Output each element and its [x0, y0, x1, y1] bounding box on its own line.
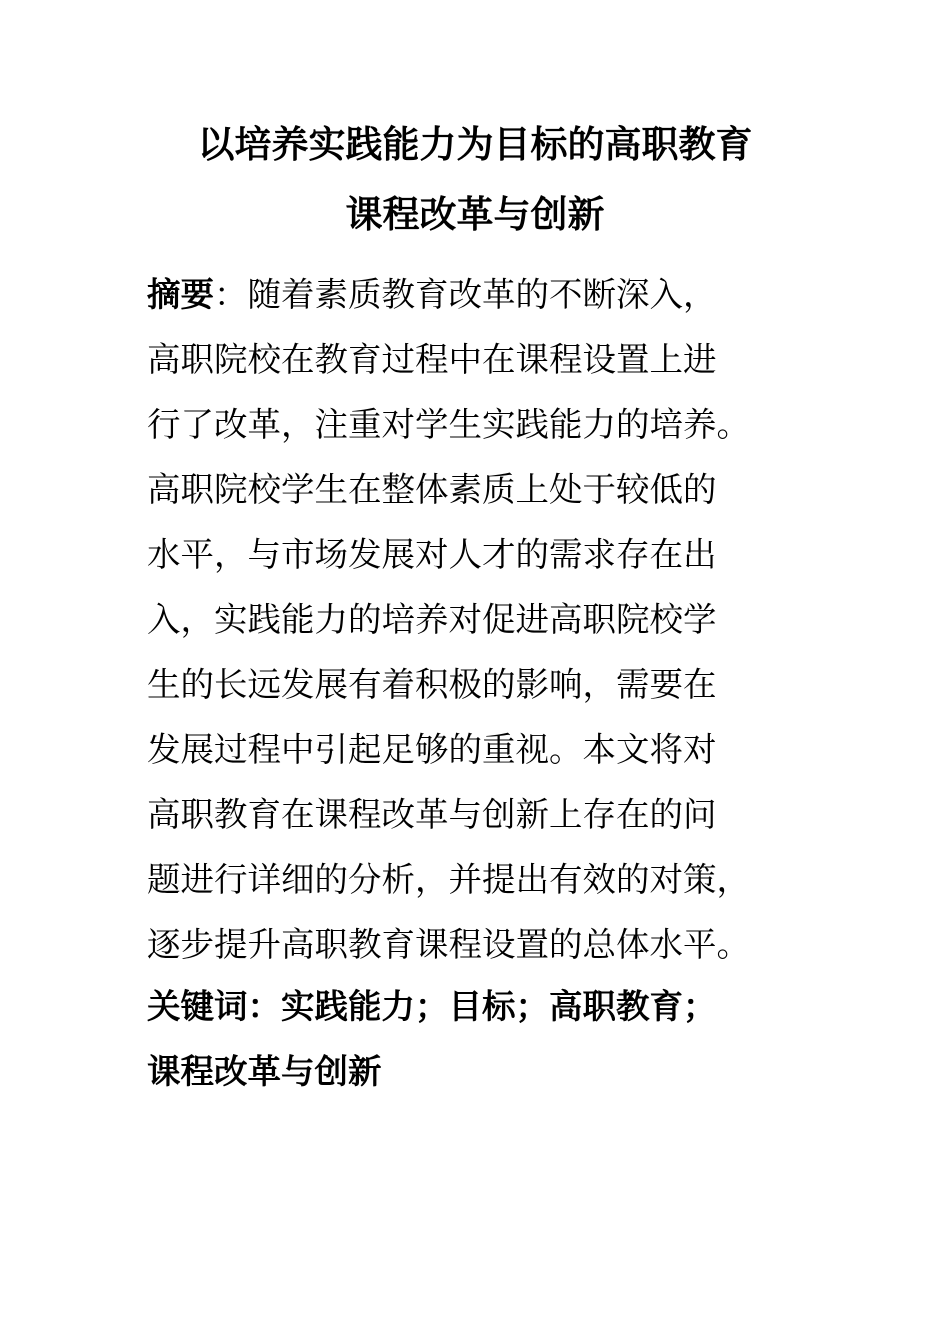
keywords-line: 课程改革与创新	[147, 1052, 382, 1091]
abstract-line	[147, 262, 837, 327]
abstract-line: 题进行详细的分析，并提出有效的对策，	[147, 860, 750, 899]
abstract-label: 摘要	[147, 275, 214, 314]
document-title-line-1: 以培养实践能力为目标的高职教育	[197, 122, 753, 166]
abstract-line: 发展过程中引起足够的重视。本文将对	[147, 730, 717, 769]
abstract-separator: ：	[214, 275, 248, 314]
abstract-line: 生的长远发展有着积极的影响，需要在	[147, 665, 717, 704]
keywords-line: 关键词：实践能力；目标；高职教育；	[147, 987, 717, 1026]
keywords-block	[147, 974, 837, 1104]
abstract-line: 高职院校学生在整体素质上处于较低的	[147, 470, 717, 509]
abstract-line: 高职院校在教育过程中在课程设置上进	[147, 340, 717, 379]
abstract-line: 逐步提升高职教育课程设置的总体水平。	[147, 925, 750, 964]
abstract-line: 高职教育在课程改革与创新上存在的问	[147, 795, 717, 834]
abstract-line: 入，实践能力的培养对促进高职院校学	[147, 600, 717, 639]
document-title-line-2: 课程改革与创新	[345, 192, 605, 236]
abstract-line: 水平，与市场发展对人才的需求存在出	[147, 535, 717, 574]
abstract-line: 行了改革，注重对学生实践能力的培养。	[147, 405, 750, 444]
abstract-block	[147, 262, 837, 977]
abstract-text: 随着素质教育改革的不断深入，	[247, 275, 717, 314]
